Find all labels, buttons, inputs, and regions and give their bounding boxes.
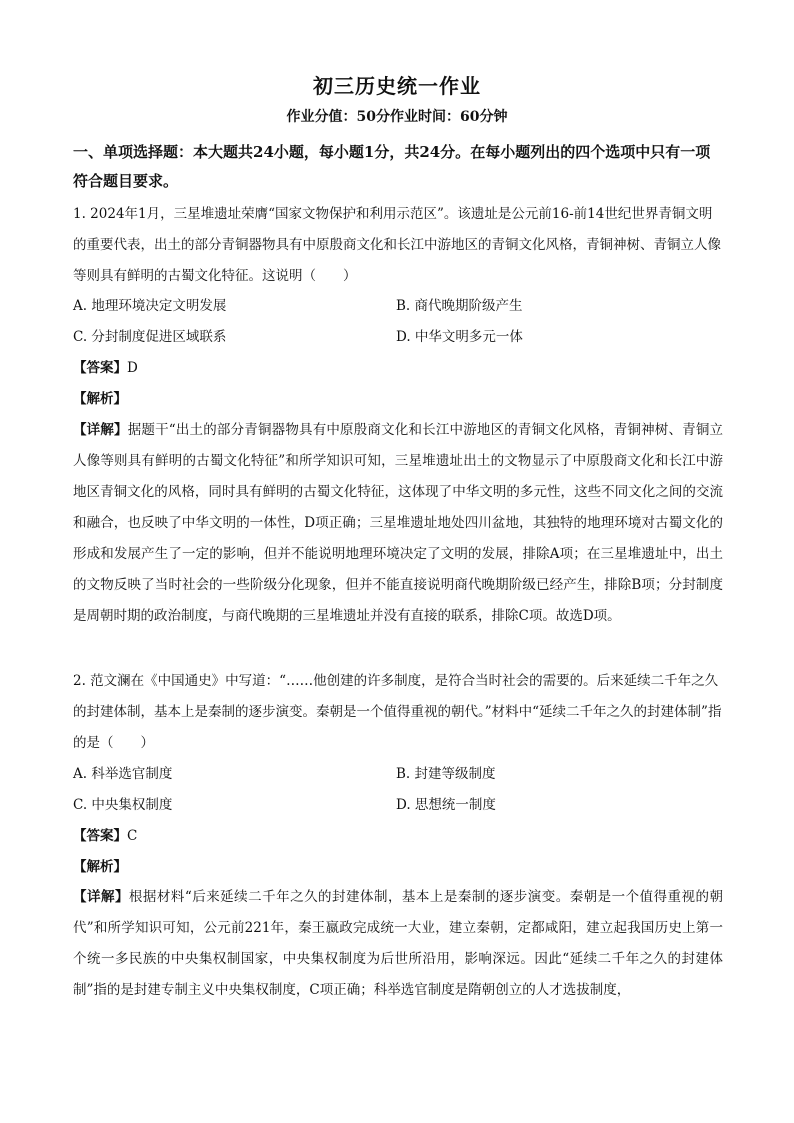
q2-option-c: C. 中央集权制度 (73, 797, 173, 813)
analysis-tag: 【解析】 (73, 859, 127, 875)
detail-text: 根据材料“后来延续二千年之久的封建体制，基本上是秦制的逐步演变。秦朝是一个值得重视的朝代”和所学知识可知，公元前221年，秦王嬴政完成统一大业，建立秦朝，定都咸阳，建立起我国历史上第一个统一多民族的中央集权制国家，中央集权制度为后世所沿用，影响深远。因此“延续二千年之久的封建体制”指的是封建专制主义中央集权制度，C项正确；科举选官制度是隋朝创立的人才选拔制度， (73, 889, 723, 998)
answer-tag: 【答案】 (73, 360, 127, 376)
document-title: 初三历史统一作业 (313, 74, 481, 98)
document-subtitle: 作业分值：50分作业时间：60分钟 (286, 109, 508, 125)
q2-option-b: B. 封建等级制度 (396, 766, 496, 782)
question-2-stem: 2. 范文澜在《中国通史》中写道：“……他创建的许多制度，是符合当时社会的需要的。后来延续二千年之久的封建体制，基本上是秦制的逐步演变。秦朝是一个值得重视的朝代。”材料中“延续二千年之久的封建体制”指的是（ ） (73, 673, 722, 751)
q1-option-c: C. 分封制度促进区域联系 (73, 329, 227, 345)
section-heading: 一、单项选择题：本大题共24小题，每小题1分，共24分。在每小题列出的四个选项中只有一项符合题目要求。 (73, 143, 711, 190)
detail-tag: 【详解】 (73, 422, 128, 438)
question-1-stem: 1. 2024年1月，三星堆遗址荣膺“国家文物保护和利用示范区”。该遗址是公元前16-前14世纪世界青铜文明的重要代表，出土的部分青铜器物具有中原殷商文化和长江中游地区的青铜文化风格，青铜神树、青铜立人像等则具有鲜明的古蜀文化特征。这说明（ ） (73, 206, 721, 284)
q2-option-d: D. 思想统一制度 (396, 797, 496, 813)
detail-text: 据题干“出土的部分青铜器物具有中原殷商文化和长江中游地区的青铜文化风格，青铜神树、青铜立人像等则具有鲜明的古蜀文化特征”和所学知识可知，三星堆遗址出土的文物显示了中原殷商文化和长江中游地区青铜文化的风格，同时具有鲜明的古蜀文化特征，这体现了中华文明的多元性，这些不同文化之间的交流和融合，也反映了中华文明的一体性，D项正确；三星堆遗址地处四川盆地，其独特的地理环境对古蜀文化的形成和发展产生了一定的影响，但并不能说明地理环境决定了文明的发展，排除A项；在三星堆遗址中，出土的文物反映了当时社会的一些阶级分化现象，但并不能直接说明商代晚期阶级已经产生，排除B项；分封制度是周朝时期的政治制度，与商代晚期的三星堆遗址并没有直接的联系，排除C项。故选D项。 (73, 422, 723, 624)
q1-analysis-tag (73, 389, 723, 409)
detail-tag: 【详解】 (73, 889, 129, 905)
q1-option-b: B. 商代晚期阶级产生 (396, 298, 523, 314)
q2-analysis-tag (73, 857, 723, 877)
q2-answer (73, 826, 723, 846)
answer-value: C (127, 828, 138, 844)
q2-detail (73, 882, 723, 1006)
q1-option-d: D. 中华文明多元一体 (396, 329, 523, 345)
answer-value: D (127, 360, 138, 376)
answer-tag: 【答案】 (73, 828, 127, 844)
q1-answer (73, 358, 723, 378)
q1-detail (73, 415, 723, 632)
analysis-tag: 【解析】 (73, 391, 127, 407)
q2-option-a: A. 科举选官制度 (73, 766, 173, 782)
q1-option-a: A. 地理环境决定文明发展 (73, 298, 227, 314)
